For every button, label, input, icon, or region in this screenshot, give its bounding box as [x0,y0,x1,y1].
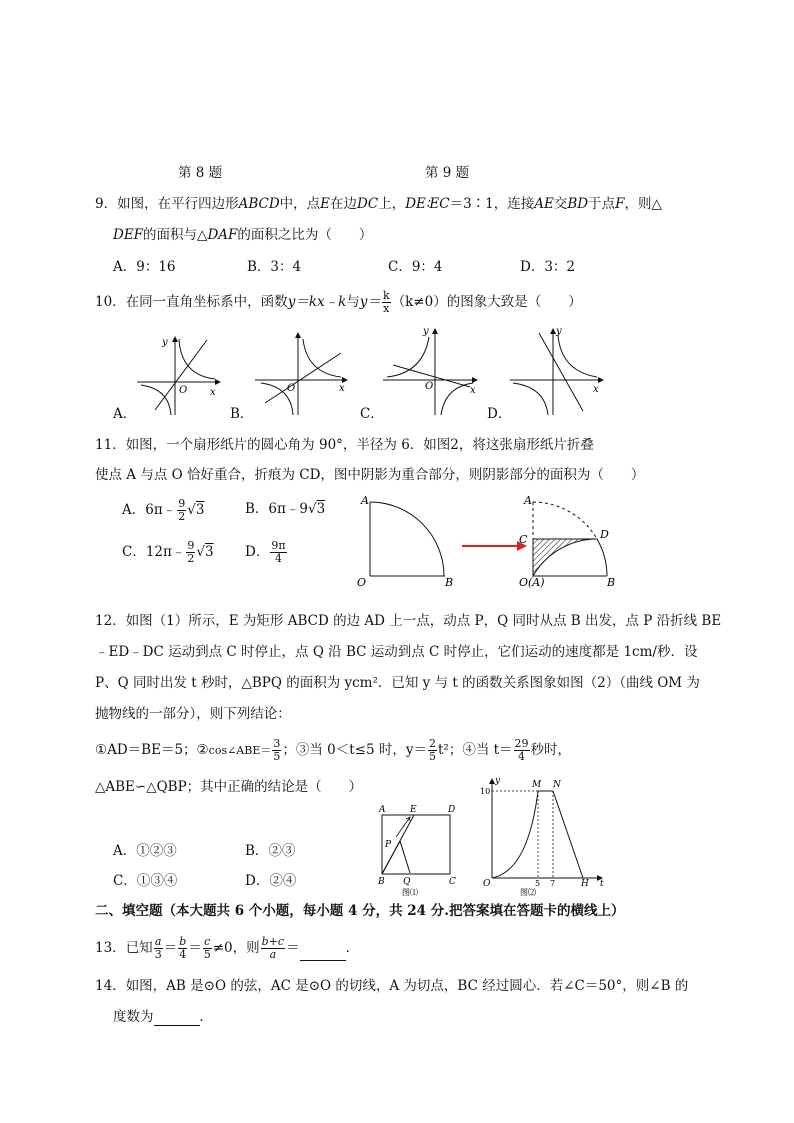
hyperbola-d1 [558,335,597,377]
q14-line1: 14．如图，AB 是⊙O 的弦，AC 是⊙O 的切线，A 为切点，BC 经过圆心．若∠C＝50°，则∠B 的 [95,978,689,994]
svg-text:A: A [524,494,532,507]
q9-line2: DEF的面积与△DAF的面积之比为（ ） [113,227,373,243]
svg-text:D: D [600,528,609,541]
q11-option-c: C．12π﹣ $\frac{9}{2}$ √3 [122,539,214,565]
svg-text:A: A [361,494,369,507]
q9-line1: 9．如图，在平行四边形ABCD中，点E在边DC上，DE∶EC＝3∶1，连接AE交BD于点F，则△ [95,196,662,212]
svg-text:C: C [449,877,456,887]
q11-fig2 [519,494,615,589]
q12-figures [370,773,610,898]
svg-text:O: O [483,879,491,889]
q11-figures [355,490,635,590]
q10-stem: 10．在同一直角坐标系中，函数y＝kx﹣k与y＝ $\frac{k}{x}$ （k≠0）的图象大致是（ ） [95,289,582,315]
q12-line2: ﹣ED﹣DC 运动到点 C 时停止，点 Q 沿 BC 运动到点 C 时停止，它们运动的速度都是 1cm/秒．设 [95,644,698,660]
svg-text:x: x [210,387,216,398]
q11-option-d: D． $\frac{9\pi}{4}$ [245,539,286,565]
graph-a [137,337,220,415]
svg-text:B: B [445,576,454,589]
q10-option-c: C． [360,406,384,422]
q12-fig2 [480,776,604,897]
svg-text:图⑵: 图⑵ [520,888,536,897]
svg-text:y: y [556,326,562,337]
hyperbola-d2 [513,383,548,415]
q9-option-a: A．9：16 [113,259,176,275]
q12-line1: 12．如图（1）所示，E 为矩形 ABCD 的边 AD 上一点，动点 P，Q 同时从点 B 出发，点 P 沿折线 BE [95,613,722,629]
svg-text:7: 7 [550,879,556,888]
line-b [265,353,341,403]
fold-arrow [462,541,527,551]
q12-option-a: A．①②③ [113,843,177,859]
svg-text:P: P [385,840,392,850]
svg-text:5: 5 [535,879,541,888]
svg-text:A: A [379,805,386,815]
caption-fig8: 第 8 题 [178,165,223,181]
q12-option-b: B．②③ [245,843,296,859]
q12-option-d: D．②④ [245,873,297,889]
svg-text:Q: Q [403,877,411,887]
hyperbola-a1 [179,339,215,379]
hyperbola-b1 [303,339,341,377]
svg-text:y: y [162,337,168,348]
svg-text:10: 10 [480,787,491,796]
q9-option-b: B．3：4 [247,259,302,275]
parabola-om [492,791,538,878]
q14-line2: 度数为 ． [113,1009,213,1025]
q12-line6: △ABE∽△QBP；其中正确的结论是（ ） [95,779,363,795]
svg-text:t: t [600,879,604,889]
graph-b [255,333,347,415]
svg-text:O: O [425,381,434,392]
svg-text:E: E [410,805,417,815]
q11-line2: 使点 A 与点 O 恰好重合，折痕为 CD，图中阴影为重合部分，则阴影部分的面积为（ ） [95,467,645,483]
svg-text:D: D [448,805,456,815]
section-2-title: 二、填空题（本大题共 6 个小题，每小题 4 分，共 24 分.把答案填在答题卡的横线上） [95,903,625,919]
svg-text:O: O [357,576,367,589]
svg-text:M: M [532,780,542,790]
svg-text:y: y [495,776,501,786]
svg-text:C: C [519,533,528,546]
svg-text:B: B [378,877,385,887]
graph-d [510,326,603,415]
q13-answer-blank[interactable] [300,946,346,961]
hyperbola-c2 [441,383,473,415]
q13: 13．已知 $\frac{a}{3}$ ＝ $\frac{b}{4}$ ＝ $\frac{c}{5}$ ≠0，则 $\frac{b+c}{a}$ ＝ ． [95,935,360,961]
caption-fig9: 第 9 题 [425,165,470,181]
svg-text:x: x [339,383,345,394]
svg-text:N: N [553,780,561,790]
hyperbola-c1 [387,337,429,377]
q12-line3: P、Q 同时出发 t 秒时，△BPQ 的面积为 ycm²．已知 y 与 t 的函数关系图象如图（2）（曲线 OM 为 [95,675,700,691]
svg-text:B: B [607,576,616,589]
q10-option-d: D． [487,406,512,422]
q11-fig1 [357,494,453,589]
q12-line4: 抛物线的一部分），则下列结论： [95,706,291,722]
shaded-region [533,539,597,576]
q10-graphs [115,325,715,425]
svg-text:H: H [581,879,589,889]
graph-c [383,326,477,415]
q9-option-c: C．9：4 [388,259,443,275]
line-d [539,333,583,411]
q9-option-d: D．3：2 [520,259,576,275]
svg-text:O: O [179,385,188,396]
svg-text:x: x [593,384,599,395]
q12-fig1 [377,805,456,897]
q11-line1: 11．如图，一个扇形纸片的圆心角为 90°，半径为 6．如图2，将这张扇形纸片折叠 [95,437,594,453]
q11-option-b: B．6π﹣9√3 [245,501,326,517]
hyperbola-a2 [141,385,171,415]
svg-text:O(A): O(A) [519,576,545,589]
q14-answer-blank[interactable] [154,1011,200,1026]
arc-ab [370,502,444,576]
q10-option-b: B． [230,406,254,422]
svg-text:图⑴: 图⑴ [402,888,418,897]
q12-conclusions: ①AD＝BE＝5；②cos∠ABE＝ $\frac{3}{5}$ ；③当 0＜t≤5 时，y＝ $\frac{2}{5}$ t²；④当 t＝ $\frac{29}{4}$ 秒时， [95,737,572,763]
svg-text:O: O [287,383,296,394]
q12-option-c: C．①③④ [113,873,178,889]
svg-text:y: y [423,326,429,337]
q10-option-a: A． [113,406,137,422]
svg-text:x: x [470,385,476,396]
q11-option-a: A．6π﹣ $\frac{9}{2}$ √3 [122,497,205,523]
